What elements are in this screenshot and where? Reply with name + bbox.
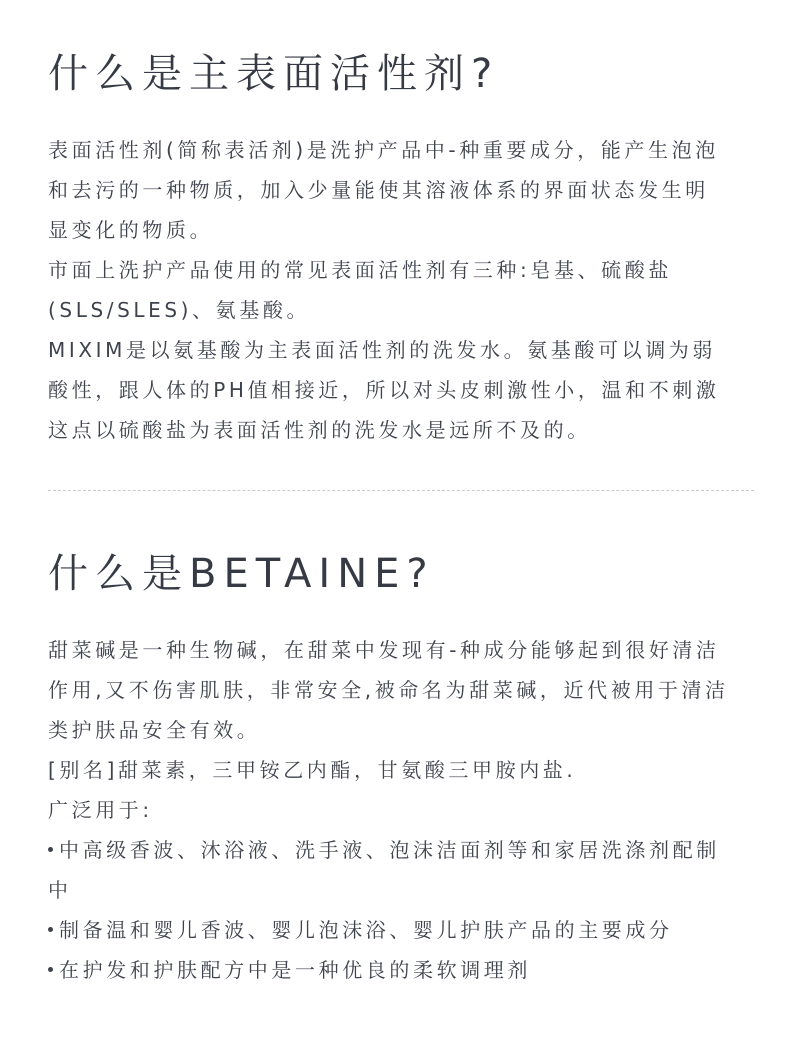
paragraph-line: 和去污的一种物质，加入少量能使其溶液体系的界面状态发生明 (48, 178, 709, 202)
dashed-divider (48, 490, 754, 491)
section-surfactant (48, 48, 754, 450)
paragraph-line: MIXIM是以氨基酸为主表面活性剂的洗发水。氨基酸可以调为弱 (48, 338, 717, 362)
paragraph-line: [别名]甜菜素，三甲铵乙内酯，甘氨酸三甲胺内盐. (48, 758, 577, 782)
bullet-dot-icon (48, 967, 53, 972)
bullet-item (48, 830, 754, 870)
paragraph-line: (SLS/SLES)、氨基酸。 (48, 298, 311, 322)
bullet-dot-icon (48, 847, 53, 852)
section-body-surfactant (48, 130, 754, 450)
bullet-dot-icon (48, 927, 53, 932)
paragraph-line: 作用,又不伤害肌肤，非常安全,被命名为甜菜碱，近代被用于清洁 (48, 678, 729, 702)
bullet-item (48, 910, 754, 950)
paragraph-line: 甜菜碱是一种生物碱，在甜菜中发现有-种成分能够起到很好清洁 (48, 638, 720, 662)
section-betaine (48, 548, 754, 990)
bullet-item (48, 950, 754, 990)
paragraph-line: 市面上洗护产品使用的常见表面活性剂有三种:皂基、硫酸盐 (48, 258, 672, 282)
paragraph-line: 广泛用于: (48, 798, 153, 822)
bullet-text: 中高级香波、沐浴液、洗手液、泡沫洁面剂等和家居洗涤剂配制 (59, 838, 720, 862)
paragraph-line: 这点以硫酸盐为表面活性剂的洗发水是远所不及的。 (48, 418, 591, 442)
paragraph-line: 酸性，跟人体的PH值相接近，所以对头皮刺激性小，温和不刺激 (48, 378, 720, 402)
section-body-betaine (48, 630, 754, 990)
section-title-betaine: 什么是BETAINE? (48, 551, 435, 597)
bullet-text: 在护发和护肤配方中是一种优良的柔软调理剂 (59, 958, 531, 982)
bullet-continuation: 中 (48, 878, 72, 902)
paragraph-line: 类护肤品安全有效。 (48, 718, 261, 742)
paragraph-line: 表面活性剂(简称表活剂)是洗护产品中-种重要成分，能产生泡泡 (48, 138, 719, 162)
section-title-surfactant: 什么是主表面活性剂? (48, 51, 500, 97)
paragraph-line: 显变化的物质。 (48, 218, 214, 242)
bullet-text: 制备温和婴儿香波、婴儿泡沫浴、婴儿护肤产品的主要成分 (59, 918, 673, 942)
